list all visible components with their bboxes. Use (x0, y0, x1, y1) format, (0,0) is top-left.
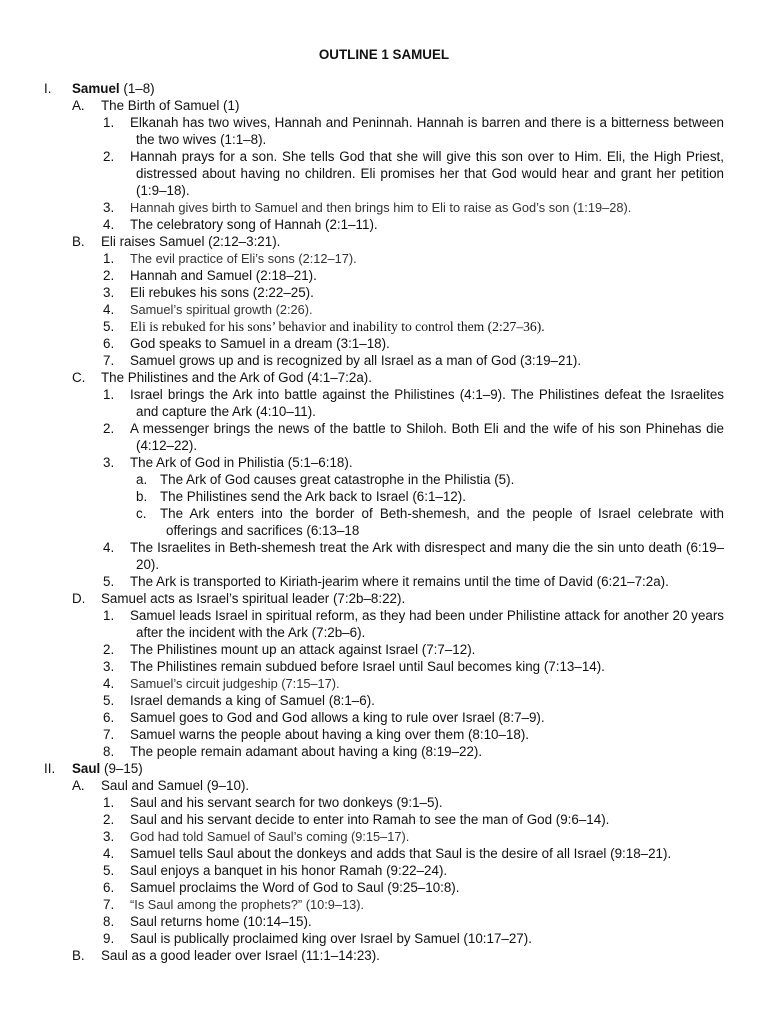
outline-item (0, 216, 768, 233)
outline-item (0, 845, 768, 862)
subsection-heading (0, 97, 768, 114)
outline-number: c. (136, 506, 147, 521)
outline-item (0, 641, 768, 658)
outline-number: 5. (103, 693, 115, 708)
outline-item (0, 896, 768, 913)
outline-text: The Ark is transported to Kiriath-jearim where it remains until the time of David (6:21–7:2a). (130, 574, 669, 589)
outline-text: Israel demands a king of Samuel (8:1–6). (130, 693, 375, 708)
outline-number: 5. (103, 319, 115, 334)
outline-item (0, 148, 768, 199)
outline-text: The Philistines and the Ark of God (4:1–7:2a). (101, 370, 372, 385)
section-heading (0, 760, 768, 777)
outline-number: B. (72, 234, 85, 249)
outline-number: 4. (103, 302, 115, 317)
outline-number: 1. (103, 795, 115, 810)
section-text (72, 80, 728, 97)
outline-text: The Ark of God in Philistia (5:1–6:18). (130, 455, 353, 470)
outline-item (0, 454, 768, 471)
outline-number: 3. (103, 285, 115, 300)
outline-number: 8. (103, 914, 115, 929)
section-heading (0, 80, 768, 97)
outline-text: Saul is publically proclaimed king over Israel by Samuel (10:17–27). (130, 931, 532, 946)
outline-number: 2. (103, 149, 115, 164)
outline-subitem (0, 505, 768, 539)
outline-item (0, 879, 768, 896)
outline-number: 6. (103, 710, 115, 725)
outline-text: Saul and his servant search for two donkeys (9:1–5). (130, 795, 443, 810)
outline-number: 9. (103, 931, 115, 946)
outline-subitem (0, 488, 768, 505)
outline-item (0, 250, 768, 267)
outline-text: Saul and his servant decide to enter into Ramah to see the man of God (9:6–14). (130, 812, 610, 827)
outline-number: 7. (103, 727, 115, 742)
outline-item (0, 709, 768, 726)
document-title: OUTLINE 1 SAMUEL (318, 47, 450, 62)
outline-text: The Ark of God causes great catastrophe in the Philistia (5). (160, 472, 515, 487)
outline-text: Samuel’s circuit judgeship (7:15–17). (130, 676, 340, 691)
outline-number: 2. (103, 812, 115, 827)
subsection-heading (0, 590, 768, 607)
outline-text: Saul enjoys a banquet in his honor Ramah (9:22–24). (130, 863, 448, 878)
outline-text: Elkanah has two wives, Hannah and Peninnah. Hannah is barren and there is a bitterness between the two wives (1:1–8). (130, 115, 724, 147)
outline-text: The Israelites in Beth-shemesh treat the Ark with disrespect and many die the sin unto death (6:19–20). (130, 540, 724, 572)
outline-item (0, 828, 768, 845)
outline-item (0, 284, 768, 301)
outline-number: 3. (103, 200, 115, 215)
outline-number: 1. (103, 608, 115, 623)
outline-text: Samuel proclaims the Word of God to Saul (9:25–10:8). (130, 880, 460, 895)
section-text (72, 760, 728, 777)
outline-number: 7. (103, 897, 115, 912)
outline-text: The Philistines send the Ark back to Israel (6:1–12). (160, 489, 466, 504)
outline-item (0, 420, 768, 454)
outline-number: 4. (103, 846, 115, 861)
outline-text: A messenger brings the news of the battle to Shiloh. Both Eli and the wife of his son Phinehas die (4:12–22). (130, 421, 724, 453)
outline-text: Hannah gives birth to Samuel and then brings him to Eli to raise as God’s son (1:19–28). (130, 200, 632, 215)
outline-item (0, 862, 768, 879)
subsection-heading (0, 233, 768, 250)
outline-text: Hannah and Samuel (2:18–21). (130, 268, 317, 283)
outline-number: 2. (103, 268, 115, 283)
outline-text: The Philistines remain subdued before Israel until Saul becomes king (7:13–14). (130, 659, 605, 674)
outline-number: 3. (103, 455, 115, 470)
outline-number: 1. (103, 251, 115, 266)
outline-item (0, 352, 768, 369)
outline-item (0, 811, 768, 828)
outline-number: A. (72, 778, 85, 793)
section-title: Saul (72, 761, 101, 776)
outline-text: The people remain adamant about having a king (8:19–22). (130, 744, 483, 759)
outline-item (0, 658, 768, 675)
outline-item (0, 607, 768, 641)
outline-text: Samuel’s spiritual growth (2:26). (130, 302, 313, 317)
outline-text: Israel brings the Ark into battle against the Philistines (4:1–9). The Philistines defeat the Israelites and capture the Ark (4:10–11). (130, 387, 724, 419)
outline-number: 1. (103, 115, 115, 130)
outline-text: Samuel goes to God and God allows a king to rule over Israel (8:7–9). (130, 710, 545, 725)
outline-number: D. (72, 591, 86, 606)
outline-number: 8. (103, 744, 115, 759)
outline-item (0, 318, 768, 335)
outline-item (0, 930, 768, 947)
outline-number: 3. (103, 659, 115, 674)
section-title: Samuel (72, 81, 120, 96)
subsection-heading (0, 369, 768, 386)
outline-item (0, 301, 768, 318)
outline-item (0, 335, 768, 352)
outline-item (0, 199, 768, 216)
outline-text: Hannah prays for a son. She tells God that she will give this son over to Him. Eli, the High Priest, distressed about having no children. Eli promises her that God would hear and grant her petition (1:9–18). (130, 149, 724, 198)
outline-number: B. (72, 948, 85, 963)
outline-text: The celebratory song of Hannah (2:1–11). (130, 217, 378, 232)
outline-text: Saul returns home (10:14–15). (130, 914, 312, 929)
outline-text: Samuel acts as Israel’s spiritual leader (7:2b–8:22). (101, 591, 406, 606)
outline-text: “Is Saul among the prophets?” (10:9–13). (130, 897, 365, 912)
outline-number: 4. (103, 676, 115, 691)
outline-item (0, 726, 768, 743)
outline-number: 1. (103, 387, 115, 402)
outline-number: 4. (103, 540, 115, 555)
outline-text: Saul and Samuel (9–10). (101, 778, 250, 793)
section-number: II. (44, 761, 56, 776)
outline-text: The Philistines mount up an attack against Israel (7:7–12). (130, 642, 476, 657)
outline-number: 7. (103, 353, 115, 368)
outline-item (0, 267, 768, 284)
section-range: (9–15) (100, 761, 143, 776)
outline-number: 6. (103, 880, 115, 895)
outline-item (0, 913, 768, 930)
outline-number: C. (72, 370, 86, 385)
outline-number: 3. (103, 829, 115, 844)
outline-subitem (0, 471, 768, 488)
outline-text: Samuel grows up and is recognized by all Israel as a man of God (3:19–21). (130, 353, 582, 368)
outline-item (0, 573, 768, 590)
subsection-heading (0, 777, 768, 794)
outline-number: b. (136, 489, 148, 504)
outline-text: Samuel warns the people about having a king over them (8:10–18). (130, 727, 529, 742)
outline-item (0, 743, 768, 760)
outline-number: 2. (103, 421, 115, 436)
outline-number: A. (72, 98, 85, 113)
outline-text: God speaks to Samuel in a dream (3:1–18). (130, 336, 390, 351)
outline-number: 6. (103, 336, 115, 351)
outline-text: Saul as a good leader over Israel (11:1–14:23). (101, 948, 380, 963)
outline-text: Eli raises Samuel (2:12–3:21). (101, 234, 281, 249)
outline-item (0, 539, 768, 573)
outline-text: Samuel tells Saul about the donkeys and adds that Saul is the desire of all Israel (9:18–21). (130, 846, 672, 861)
outline-item (0, 692, 768, 709)
outline (0, 80, 768, 964)
outline-number: 5. (103, 863, 115, 878)
outline-item (0, 114, 768, 148)
subsection-heading (0, 947, 768, 964)
outline-text: The Birth of Samuel (1) (101, 98, 240, 113)
section-number: I. (44, 81, 52, 96)
outline-item (0, 675, 768, 692)
outline-text: God had told Samuel of Saul’s coming (9:15–17). (130, 829, 410, 844)
outline-number: 5. (103, 574, 115, 589)
outline-number: 4. (103, 217, 115, 232)
outline-text: Eli is rebuked for his sons’ behavior and inability to control them (2:27–36). (130, 319, 545, 334)
outline-item (0, 794, 768, 811)
outline-number: 2. (103, 642, 115, 657)
outline-number: a. (136, 472, 148, 487)
outline-text: Eli rebukes his sons (2:22–25). (130, 285, 314, 300)
section-range: (1–8) (119, 81, 155, 96)
outline-text: The Ark enters into the border of Beth-shemesh, and the people of Israel celebrate with offerings and sacrifices (6:13–18 (160, 506, 724, 538)
outline-text: Samuel leads Israel in spiritual reform, as they had been under Philistine attack for another 20 years after the incident with the Ark (7:2b–6). (130, 608, 724, 640)
outline-item (0, 386, 768, 420)
outline-text: The evil practice of Eli’s sons (2:12–17). (130, 251, 357, 266)
